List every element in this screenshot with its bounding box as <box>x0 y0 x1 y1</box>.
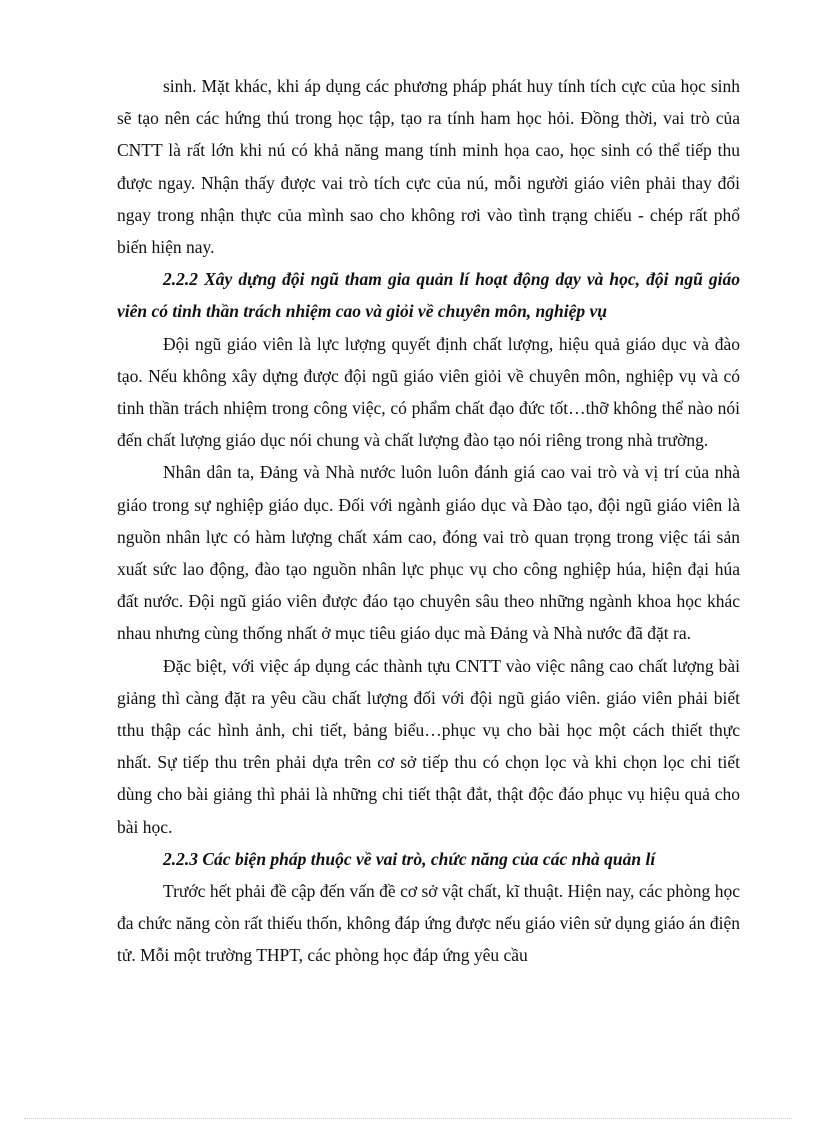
paragraph-it-application: Đặc biệt, với việc áp dụng các thành tựu CNTT vào việc nâng cao chất lượng bài giảng thì càng đặt ra yêu cầu chất lượng đối với đội ngũ giáo viên. giáo viên phải biết tthu thập các hình ảnh, chi tiết, bảng biểu…phục vụ cho bài học một cách thiết thực nhất. Sự tiếp thu trên phải dựa trên cơ sở tiếp thu có chọn lọc và khi chọn lọc chi tiết dùng cho bài giảng thì phải là những chi tiết thật đắt, thật độc đáo phục vụ hiệu quả cho bài học. <box>117 655 740 837</box>
paragraph-facilities: Trước hết phải đề cập đến vấn đề cơ sở vật chất, kĩ thuật. Hiện nay, các phòng học đa chức năng còn rất thiếu thốn, không đáp ứng được nếu giáo viên sử dụng giáo án điện tử. Mỗi một trường THPT, các phòng học đáp ứng yêu cầu <box>117 881 740 966</box>
section-heading-2-2-2: 2.2.2 Xây dựng đội ngũ tham gia quản lí hoạt động dạy và học, đội ngũ giáo viên có tinh thần trách nhiệm cao và giỏi về chuyên môn, nghiệp vụ <box>117 269 740 322</box>
paragraph-teacher-team: Đội ngũ giáo viên là lực lượng quyết định chất lượng, hiệu quả giáo dục và đào tạo. Nếu không xây dựng được đội ngũ giáo viên giỏi về chuyên môn, nghiệp vụ và có tinh thần trách nhiệm trong công việc, có phẩm chất đạo đức tốt…thỡ không thể nào nói đến chất lượng giáo dục nói chung và chất lượng đào tạo nói riêng trong nhà trường. <box>117 333 740 451</box>
page-bottom-divider <box>24 1118 792 1119</box>
paragraph-party-state: Nhân dân ta, Đảng và Nhà nước luôn luôn đánh giá cao vai trò và vị trí của nhà giáo trong sự nghiệp giáo dục. Đối với ngành giáo dục và Đào tạo, đội ngũ giáo viên là nguồn nhân lực có hàm lượng chất xám cao, đóng vai trò quan trọng trong việc tái sản xuất sức lao động, đào tạo nguồn nhân lực phục vụ cho công nghiệp húa, hiện đại húa đất nước. Đội ngũ giáo viên được đáo tạo chuyên sâu theo những ngành khoa học khác nhau nhưng cùng thống nhất ở mục tiêu giáo dục mà Đảng và Nhà nước đã đặt ra. <box>117 462 740 644</box>
document-page <box>117 70 740 972</box>
paragraph-intro-continued: sinh. Mặt khác, khi áp dụng các phương pháp phát huy tính tích cực của học sinh sẽ tạo nên các hứng thú trong học tập, tạo ra tính ham học hỏi. Đồng thời, vai trò của CNTT là rất lớn khi nú có khả năng mang tính minh họa cao, học sinh có thể tiếp thu được ngay. Nhận thấy được vai trò tích cực của nú, mỗi người giáo viên phải thay đổi ngay trong nhận thực của mình sao cho không rơi vào tình trạng chiếu - chép rất phổ biến hiện nay. <box>117 76 740 258</box>
section-heading-2-2-3: 2.2.3 Các biện pháp thuộc về vai trò, chức năng của các nhà quản lí <box>163 848 656 869</box>
